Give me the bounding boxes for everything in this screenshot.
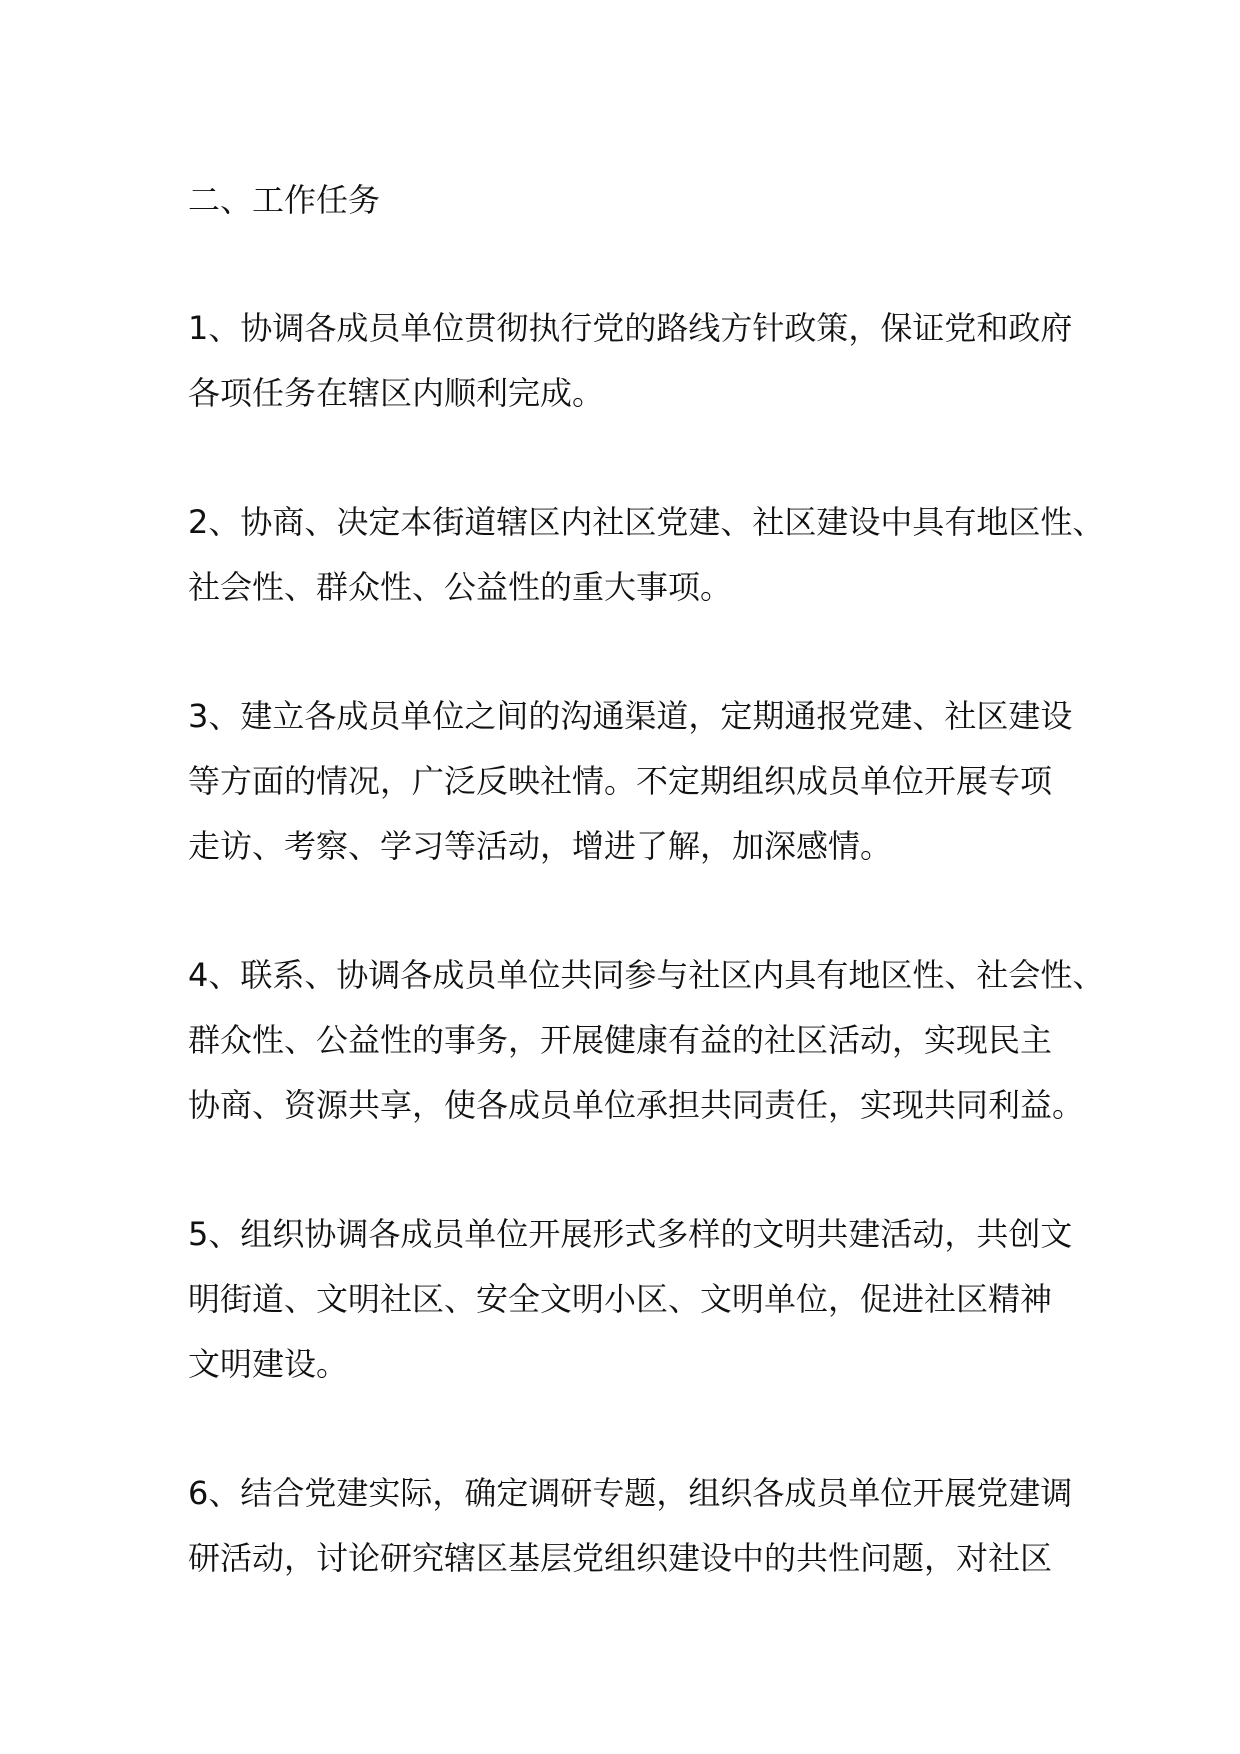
task-item-5 (188, 1202, 1088, 1397)
task-item-6-line-1: 6、结合党建实际，确定调研专题，组织各成员单位开展党建调 (188, 1474, 1073, 1512)
task-item-4 (188, 943, 1105, 1138)
task-item-3 (188, 684, 1088, 879)
task-item-2 (188, 490, 1105, 620)
task-item-5-line-2: 明街道、文明社区、安全文明小区、文明单位，促进社区精神 (188, 1280, 1053, 1318)
task-item-6-line-2: 研活动，讨论研究辖区基层党组织建设中的共性问题，对社区 (188, 1539, 1053, 1577)
task-item-6 (188, 1461, 1088, 1591)
task-item-1-line-2: 各项任务在辖区内顺利完成。 (188, 374, 605, 412)
task-item-5-line-3: 文明建设。 (188, 1345, 349, 1383)
task-item-1-line-1: 1、协调各成员单位贯彻执行党的路线方针政策，保证党和政府 (188, 309, 1073, 347)
task-item-4-line-3: 协商、资源共享，使各成员单位承担共同责任，实现共同利益。 (188, 1086, 1085, 1124)
task-item-3-line-1: 3、建立各成员单位之间的沟通渠道，定期通报党建、社区建设 (188, 697, 1073, 735)
task-item-3-line-2: 等方面的情况，广泛反映社情。不定期组织成员单位开展专项 (188, 762, 1053, 800)
task-item-4-line-2: 群众性、公益性的事务，开展健康有益的社区活动，实现民主 (188, 1021, 1053, 1059)
task-item-4-line-1: 4、联系、协调各成员单位共同参与社区内具有地区性、社会性、 (188, 956, 1105, 994)
task-item-2-line-1: 2、协商、决定本街道辖区内社区党建、社区建设中具有地区性、 (188, 503, 1105, 541)
task-item-2-line-2: 社会性、群众性、公益性的重大事项。 (188, 568, 733, 606)
task-item-1 (188, 296, 1088, 426)
document-body (188, 168, 1105, 1655)
task-item-3-line-3: 走访、考察、学习等活动，增进了解，加深感情。 (188, 827, 893, 865)
task-item-5-line-1: 5、组织协调各成员单位开展形式多样的文明共建活动，共创文 (188, 1215, 1073, 1253)
section-title: 二、工作任务 (188, 181, 381, 219)
